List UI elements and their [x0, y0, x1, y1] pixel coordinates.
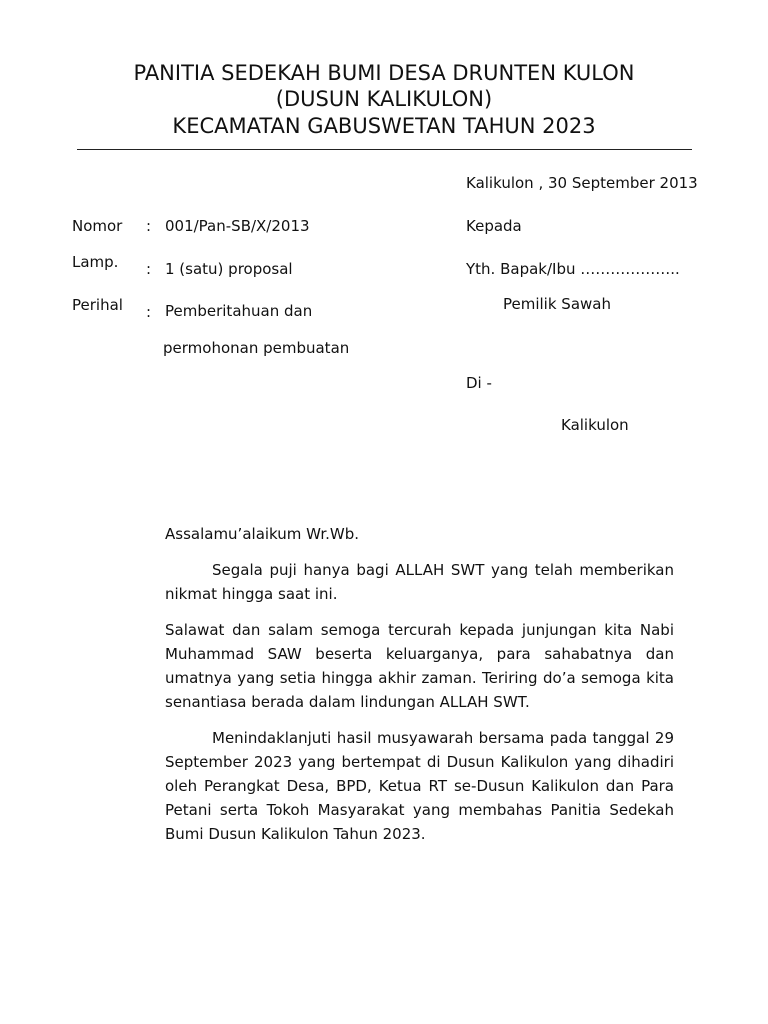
perihal-label: Perihal [72, 296, 123, 314]
lamp-value: 1 (satu) proposal [165, 260, 293, 278]
nomor-label: Nomor [72, 217, 123, 235]
letter-date: Kalikulon , 30 September 2013 [466, 174, 698, 192]
letterhead-line-3: KECAMATAN GABUSWETAN TAHUN 2023 [172, 114, 596, 138]
lamp-label: Lamp. [72, 253, 119, 271]
recipient-name: Yth. Bapak/Ibu ……………….. [466, 260, 680, 278]
paragraph-2: Salawat dan salam semoga tercurah kepada junjungan kita Nabi Muhammad SAW beserta keluarganya, para sahabatnya dan umatnya yang setia hingga akhir zaman. Teriring do’a semoga kita senantiasa berada dalam lindungan ALLAH SWT. [165, 621, 674, 711]
letter-body [165, 558, 674, 846]
letterhead-line-1: PANITIA SEDEKAH BUMI DESA DRUNTEN KULON [133, 61, 635, 85]
perihal-value-line-1: Pemberitahuan dan [165, 302, 313, 320]
perihal-colon: : [146, 303, 152, 321]
nomor-colon: : [146, 217, 152, 235]
header-divider [77, 149, 692, 150]
lamp-colon: : [146, 260, 152, 278]
recipient-role: Pemilik Sawah [503, 295, 611, 313]
paragraph-1: Segala puji hanya bagi ALLAH SWT yang telah memberikan nikmat hingga saat ini. [165, 561, 674, 603]
perihal-value-line-2: permohonan pembuatan [163, 339, 350, 357]
nomor-value: 001/Pan-SB/X/2013 [165, 217, 310, 235]
letterhead-line-2: (DUSUN KALIKULON) [275, 87, 493, 111]
greeting: Assalamu’alaikum Wr.Wb. [165, 525, 359, 543]
di-label: Di - [466, 374, 492, 392]
recipient-place: Kalikulon [561, 416, 629, 434]
kepada-label: Kepada [466, 217, 522, 235]
paragraph-3: Menindaklanjuti hasil musyawarah bersama pada tanggal 29 September 2023 yang bertempat di Dusun Kalikulon yang dihadiri oleh Perangkat Desa, BPD, Ketua RT se-Dusun Kalikulon dan Para Petani serta Tokoh Masyarakat yang membahas Panitia Sedekah Bumi Dusun Kalikulon Tahun 2023. [165, 729, 674, 843]
